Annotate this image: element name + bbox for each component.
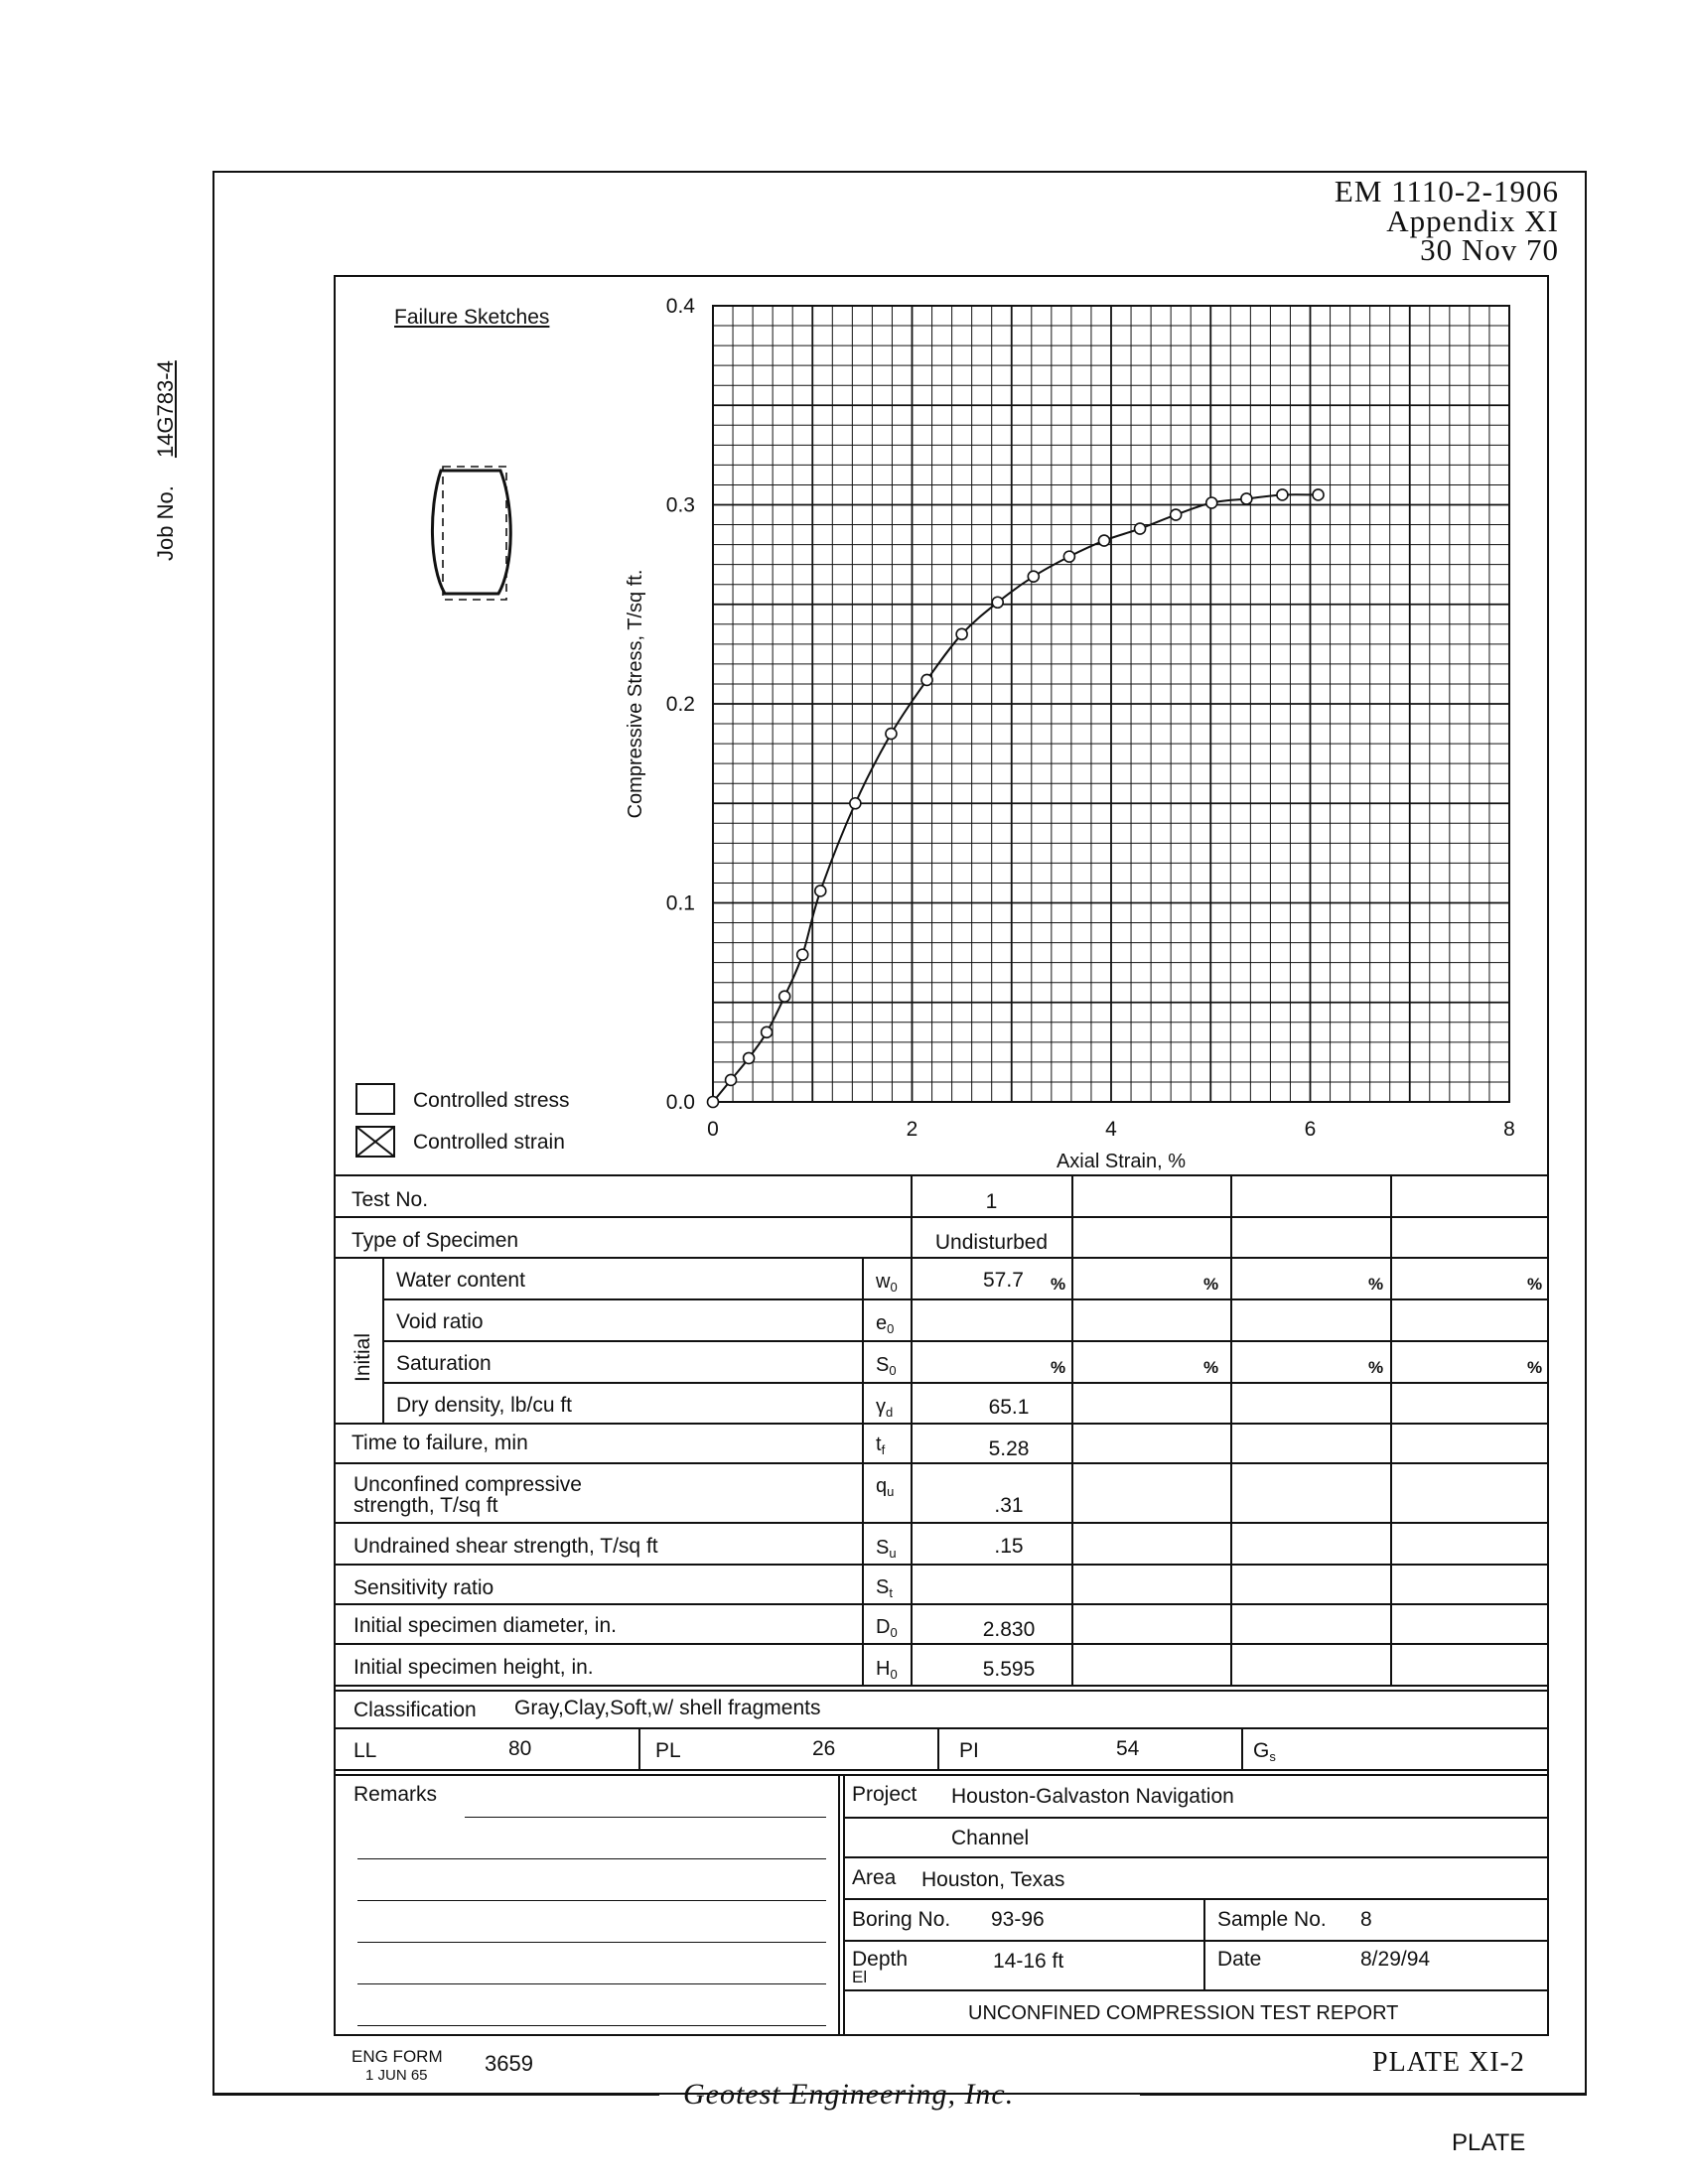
saturation-label: Saturation — [396, 1352, 492, 1375]
project-value: Houston-Galvaston Navigation — [951, 1785, 1234, 1808]
y-tick-label: 0.3 — [665, 493, 695, 517]
percent-sign: % — [1368, 1275, 1384, 1294]
footer-rule-left — [212, 2094, 659, 2096]
test2-column-rule — [1071, 1174, 1073, 1685]
eng-form-label: ENG FORM — [352, 2047, 443, 2066]
remarks-line — [465, 1817, 826, 1818]
sample-label: Sample No. — [1217, 1908, 1327, 1931]
percent-sign: % — [1527, 1358, 1543, 1377]
plate-number: PLATE XI-2 — [1372, 2047, 1525, 2078]
job-value: 14G783-4 — [153, 360, 178, 459]
remarks-line — [357, 1900, 826, 1901]
pi-value: 54 — [1116, 1737, 1140, 1760]
project-rule — [843, 1940, 1549, 1942]
project-rule — [843, 1856, 1549, 1858]
ucs-symbol: $q_u$ — [876, 1475, 895, 1499]
y-tick-label: 0.1 — [665, 891, 695, 915]
y-tick-label: 0.2 — [665, 693, 695, 716]
height-label: Initial specimen height, in. — [353, 1656, 594, 1679]
area-label: Area — [852, 1866, 897, 1889]
boring-sample-rule — [1203, 1898, 1205, 1989]
initial-column-rule — [382, 1257, 384, 1423]
type-of-specimen-label: Type of Specimen — [352, 1229, 519, 1252]
height-symbol: $H_0$ — [876, 1658, 898, 1682]
data-point — [1028, 571, 1039, 582]
diameter-symbol: $D_0$ — [876, 1616, 898, 1640]
test3-column-rule — [1230, 1174, 1232, 1685]
row-rule — [383, 1298, 1549, 1300]
percent-sign: % — [1203, 1358, 1219, 1377]
data-point — [708, 1097, 719, 1108]
percent-sign: % — [1051, 1275, 1066, 1294]
ll-pl-rule — [638, 1727, 640, 1769]
sensitivity-label: Sensitivity ratio — [353, 1576, 494, 1599]
time-to-failure-label: Time to failure, min — [352, 1432, 528, 1454]
project-rule — [843, 1898, 1549, 1900]
row-rule — [334, 1216, 1549, 1218]
percent-sign: % — [1051, 1358, 1066, 1377]
row-rule — [334, 1564, 1549, 1566]
pl-pi-rule — [937, 1727, 939, 1769]
revision-date: 30 Nov 70 — [1420, 232, 1559, 267]
test-no-value: 1 — [985, 1190, 998, 1213]
boring-label: Boring No. — [852, 1908, 951, 1931]
percent-sign: % — [1203, 1275, 1219, 1294]
data-point — [744, 1052, 755, 1063]
row-rule — [334, 1727, 1549, 1729]
time-to-failure-value: 5.28 — [988, 1437, 1030, 1460]
data-point — [850, 798, 861, 809]
plate-footer: PLATE — [1452, 2129, 1526, 2156]
row-rule — [383, 1382, 1549, 1384]
project-left-rule — [838, 1774, 840, 2036]
el-label: El — [852, 1968, 868, 1986]
test4-column-rule — [1390, 1174, 1392, 1685]
ucs-label-line2: strength, T/sq ft — [353, 1494, 498, 1517]
row-rule — [334, 1643, 1549, 1645]
sensitivity-symbol: $S_t$ — [876, 1576, 893, 1600]
project-value-continued: Channel — [951, 1827, 1030, 1849]
data-point — [1098, 535, 1109, 546]
y-axis-label: Compressive Stress, T/sq ft. — [625, 569, 646, 819]
shear-strength-label: Undrained shear strength, T/sq ft — [353, 1535, 658, 1558]
data-point — [726, 1074, 737, 1085]
row-rule — [334, 1257, 1549, 1259]
depth-label: Depth — [852, 1948, 909, 1971]
remarks-line — [357, 1858, 826, 1859]
row-rule — [334, 1423, 1549, 1425]
footer-rule-right — [1140, 2094, 1587, 2096]
data-point — [1313, 489, 1324, 500]
diameter-label: Initial specimen diameter, in. — [353, 1614, 617, 1637]
row-rule — [334, 1462, 1549, 1464]
ll-label: LL — [353, 1739, 377, 1762]
ucs-value: .31 — [994, 1494, 1024, 1517]
date-label: Date — [1217, 1948, 1262, 1971]
controlled-strain-label: Controlled strain — [413, 1131, 565, 1154]
row-rule — [334, 1603, 1549, 1605]
remarks-line — [357, 2025, 826, 2026]
void-ratio-symbol: $e_0$ — [876, 1312, 895, 1336]
data-point — [762, 1026, 773, 1037]
series-line — [713, 494, 1319, 1102]
x-tick-label: 4 — [1105, 1118, 1117, 1141]
test1-column-rule — [911, 1174, 913, 1685]
data-point — [1063, 551, 1074, 562]
data-point — [886, 729, 897, 740]
form-date: 1 JUN 65 — [365, 2067, 428, 2084]
classification-label: Classification — [353, 1699, 477, 1721]
report-title: UNCONFINED COMPRESSION TEST REPORT — [968, 2002, 1399, 2024]
data-point — [1277, 489, 1288, 500]
ucs-label-line1: Unconfined compressive — [353, 1473, 582, 1496]
pl-value: 26 — [812, 1737, 836, 1760]
company-name: Geotest Engineering, Inc. — [683, 2078, 1015, 2111]
water-content-value: 57.7 — [983, 1269, 1024, 1292]
pl-label: PL — [655, 1739, 681, 1762]
classification-value: Gray,Clay,Soft,w/ shell fragments — [514, 1697, 821, 1719]
x-tick-label: 8 — [1503, 1118, 1515, 1141]
diameter-value: 2.830 — [982, 1618, 1036, 1641]
project-left-rule-2 — [843, 1774, 845, 2036]
data-point — [815, 886, 826, 896]
data-point — [956, 628, 967, 639]
dry-density-value: 65.1 — [988, 1396, 1030, 1419]
row-rule — [334, 1774, 1549, 1776]
y-tick-label: 0.4 — [665, 295, 695, 318]
remarks-line — [357, 1983, 826, 1984]
void-ratio-label: Void ratio — [396, 1310, 484, 1333]
initial-label: Initial — [352, 1332, 374, 1382]
x-axis-label: Axial Strain, % — [1056, 1151, 1187, 1172]
table-top-rule — [334, 1174, 1549, 1176]
row-rule — [334, 1522, 1549, 1524]
remarks-label: Remarks — [353, 1783, 438, 1806]
form-number: 3659 — [485, 2051, 533, 2076]
test-no-label: Test No. — [352, 1188, 429, 1211]
sample-value: 8 — [1360, 1908, 1372, 1931]
data-point — [779, 991, 790, 1002]
boring-value: 93-96 — [991, 1908, 1045, 1931]
depth-value: 14-16 ft — [993, 1950, 1064, 1973]
project-rule — [843, 1817, 1549, 1819]
data-point — [1206, 497, 1217, 508]
data-point — [797, 949, 808, 960]
y-tick-label: 0.0 — [665, 1091, 695, 1114]
row-rule — [334, 1685, 1549, 1687]
project-label: Project — [852, 1783, 917, 1806]
data-point — [921, 674, 932, 685]
time-to-failure-symbol: $t_f$ — [876, 1433, 886, 1457]
type-of-specimen-value: Undisturbed — [934, 1231, 1049, 1254]
row-rule — [334, 1690, 1549, 1692]
percent-sign: % — [1368, 1358, 1384, 1377]
controlled-stress-label: Controlled stress — [413, 1089, 570, 1112]
row-rule — [334, 1769, 1549, 1771]
remarks-line — [357, 1942, 826, 1943]
dry-density-symbol: $\gamma_d$ — [876, 1396, 894, 1420]
height-value: 5.595 — [982, 1658, 1036, 1681]
job-label: Job No. — [153, 485, 178, 561]
row-rule — [383, 1340, 1549, 1342]
ll-value: 80 — [508, 1737, 532, 1760]
project-rule — [843, 1989, 1549, 1991]
dry-density-label: Dry density, lb/cu ft — [396, 1394, 573, 1417]
gs-label: $G_s$ — [1253, 1739, 1276, 1764]
x-tick-label: 2 — [906, 1118, 918, 1141]
failure-sketches-title: Failure Sketches — [394, 306, 550, 329]
date-value: 8/29/94 — [1360, 1948, 1431, 1971]
symbol-column-rule — [862, 1257, 864, 1685]
shear-strength-value: .15 — [994, 1535, 1024, 1558]
pi-label: PI — [959, 1739, 979, 1762]
saturation-symbol: $S_0$ — [876, 1354, 897, 1378]
data-point — [1171, 509, 1182, 520]
data-point — [1135, 523, 1146, 534]
em-number: EM 1110-2-1906 — [1334, 174, 1559, 208]
x-tick-label: 0 — [707, 1118, 719, 1141]
percent-sign: % — [1527, 1275, 1543, 1294]
water-content-symbol: $w_0$ — [876, 1271, 898, 1295]
pi-gs-rule — [1241, 1727, 1243, 1769]
x-tick-label: 6 — [1304, 1118, 1317, 1141]
appendix: Appendix XI — [1386, 204, 1559, 238]
data-point — [992, 597, 1003, 608]
area-value: Houston, Texas — [921, 1868, 1065, 1891]
shear-strength-symbol: $S_u$ — [876, 1537, 897, 1561]
water-content-label: Water content — [396, 1269, 525, 1292]
data-point — [1241, 493, 1252, 504]
